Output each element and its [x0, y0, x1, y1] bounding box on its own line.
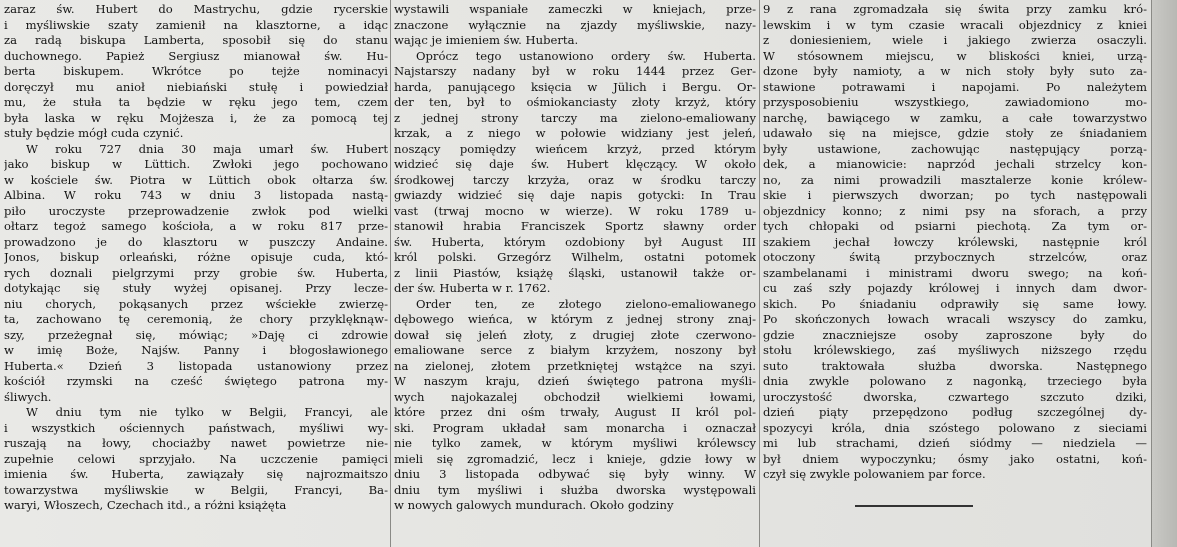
- text-line: dniu 3 listopada odbywać się były winny. W: [394, 467, 756, 481]
- text-line: doręczył mu anioł niebiański stułę i powiedział: [4, 79, 388, 94]
- column-divider: [390, 0, 391, 547]
- text-line: Jonos, biskup orleański, różne opisuje cuda, któ-: [4, 250, 388, 264]
- text-line: śliwych.: [4, 389, 52, 404]
- text-line: stuły będzie mógł cuda czynić.: [4, 126, 184, 140]
- text-line: na zielonej, złotem przetkniętej wstążce na szyi.: [394, 358, 756, 373]
- text-line: W dniu tym nie tylko w Belgii, Francyi, ale: [26, 405, 388, 419]
- text-line: towarzystwa myśliwskie w Belgii, Francyi, Ba-: [4, 482, 388, 497]
- text-line: w imię Boże, Najśw. Panny i błogosławionego: [4, 343, 388, 357]
- text-line: skie i pierwszych dworzan; po tych następowali: [763, 188, 1147, 202]
- text-line: mu, że stuła ta będzie w ręku jego tem, czem: [4, 95, 388, 109]
- text-line: Po skończonych łowach wracali wszyscy do zamku,: [763, 312, 1147, 326]
- text-line: które przez dni ośm trwały, August II król pol-: [394, 405, 756, 419]
- text-line: widzieć się daje św. Hubert klęczący. W około: [394, 157, 756, 171]
- text-line: Oprócz tego ustanowiono ordery św. Huberta.: [416, 48, 756, 63]
- text-line: król polski. Grzegórz Wilhelm, ostatni potomek: [394, 250, 756, 264]
- text-line: vast (trwaj mocno w wierze). W roku 1789 u-: [394, 203, 756, 218]
- text-line: skich. Po śniadaniu odprawiły się same łowy.: [763, 296, 1147, 311]
- paragraph: [4, 2, 388, 142]
- text-line: dotykając się stuły wyżej opisanej. Przy lecze-: [4, 281, 388, 295]
- text-line: dzone były namioty, a w nich stoły były suto za-: [763, 64, 1147, 78]
- text-line: i wszystkich ościennych państwach, myśliwi wy-: [4, 420, 388, 435]
- text-line: udawało się na miejsce, gdzie stoły ze śniadaniem: [763, 126, 1147, 140]
- text-line: W roku 727 dnia 30 maja umarł św. Hubert: [26, 141, 388, 156]
- text-line: zupełnie celowi sprzyjało. Na uczczenie pamięci: [4, 451, 388, 466]
- text-line: narchę, bawiącego w zamku, a całe towarzystwo: [763, 110, 1147, 125]
- text-line: dnia zwykle polowano z nagonką, trzeciego była: [763, 374, 1147, 388]
- text-line: zaraz św. Hubert do Mastrychu, gdzie rycerskie: [4, 2, 388, 16]
- text-line: św. Huberta, którym ozdobiony był August III: [394, 234, 756, 249]
- text-column-2: [394, 2, 756, 514]
- text-line: mi lub strachami, dzień siódmy — niedziela —: [763, 436, 1147, 450]
- text-line: dek, a mianowicie: naprzód jechali strzelcy kon-: [763, 157, 1147, 171]
- paragraph: [4, 142, 388, 406]
- text-line: znaczone wyłącznie na zjazdy myśliwskie, nazy-: [394, 17, 756, 32]
- text-line: suto traktowała służba dworska. Następnego: [763, 358, 1147, 373]
- text-line: ruszają na łowy, chociażby nawet powietrze nie-: [4, 436, 388, 450]
- text-line: w nowych galowych mundurach. Około godziny: [394, 498, 674, 512]
- text-line: lewskim i w tym czasie wracali objezdnicy z kniei: [763, 17, 1147, 32]
- text-line: gdzie znaczniejsze osoby zaproszone były do: [763, 327, 1147, 342]
- text-line: emaliowane serce z białym krzyżem, noszony był: [394, 343, 756, 357]
- text-line: noszący pomiędzy wieńcem krzyż, przed którym: [394, 141, 756, 156]
- text-line: kościół rzymski na cześć świętego patrona my-: [4, 374, 388, 388]
- text-line: były ustawione, zachowując następujący porzą-: [763, 141, 1147, 156]
- text-line: no, za nimi prowadzili masztalerze konie królew-: [763, 172, 1147, 187]
- text-line: der ten, był to ośmiokanciasty złoty krzyż, który: [394, 95, 756, 109]
- text-line: spozycyi króla, dnia szóstego polowano z sieciami: [763, 420, 1147, 435]
- text-line: szambelanami i ministrami dworu swego; na koń-: [763, 265, 1147, 280]
- text-line: tych chłopaki od psiarni piechotą. Za tym or-: [763, 219, 1147, 233]
- paragraph: [394, 49, 756, 297]
- column-divider: [759, 0, 760, 547]
- text-line: rych doznali pielgrzymi przy grobie św. Huberta,: [4, 265, 388, 280]
- text-line: ski. Program układał sam monarcha i oznaczał: [394, 420, 756, 435]
- text-line: Huberta.« Dzień 3 listopada ustanowiony przez: [4, 358, 388, 373]
- page-edge: [1152, 0, 1177, 547]
- text-line: W stósownem miejscu, w bliskości kniei, urzą-: [763, 48, 1147, 63]
- text-line: i myśliwskie szaty zamienił na klasztorne, a idąc: [4, 17, 388, 32]
- text-line: z doniesieniem, wiele i jakiego zwierza osaczyli.: [763, 33, 1147, 47]
- paragraph: [4, 405, 388, 514]
- text-line: przysposobieniu wszystkiego, zawiadomiono mo-: [763, 95, 1147, 109]
- text-line: dniu tym myśliwi i służba dworska występowali: [394, 482, 756, 497]
- text-line: piło uroczyste przeprowadzenie zwłok pod wielki: [4, 203, 388, 218]
- text-line: objezdnicy konno; z nimi psy na sforach, a przy: [763, 203, 1147, 218]
- text-line: waryi, Włoszech, Czechach itd., a różni książęta: [4, 498, 287, 512]
- text-line: wystawili wspaniałe zameczki w kniejach, prze-: [394, 2, 756, 16]
- text-line: z linii Piastów, książę śląski, ustanowił także or-: [394, 265, 756, 280]
- text-line: Albina. W roku 743 w dniu 3 listopada nastą-: [4, 188, 388, 202]
- text-line: wając je imieniem św. Huberta.: [394, 33, 579, 47]
- paragraph: [763, 2, 1147, 483]
- text-line: 9 z rana zgromadzała się świta przy zamku kró-: [763, 2, 1147, 16]
- text-line: stawione potrawami i napojami. Po należytem: [763, 79, 1147, 94]
- text-line: W naszym kraju, dzień świętego patrona myśli-: [394, 374, 756, 388]
- text-line: czył się zwykle polowaniem par force.: [763, 467, 986, 481]
- text-line: uroczystość dworska, czwartego szczuto dziki,: [763, 389, 1147, 404]
- text-line: berta biskupem. Wkrótce po tejże nominacyi: [4, 64, 388, 78]
- text-line: była laska w ręku Mojżesza i, że za pomocą tej: [4, 110, 388, 125]
- text-line: ta, zachowano tę ceremonią, że chory przyklęknąw-: [4, 312, 388, 326]
- text-line: otoczony świtą przybocznych strzelców, oraz: [763, 250, 1147, 264]
- text-line: był dniem wypoczynku; ósmy jako ostatni, koń-: [763, 451, 1147, 466]
- text-line: harda, panującego księcia w Jülich i Bergu. Or-: [394, 79, 756, 94]
- text-column-3: [763, 2, 1147, 483]
- text-line: wych najokazalej obchodził wielkiemi łowami,: [394, 389, 756, 404]
- text-line: Order ten, ze złotego zielono-emaliowanego: [416, 296, 756, 311]
- text-line: z jednej strony tarczy ma zielono-emaliowany: [394, 110, 756, 125]
- text-line: szy, przeżegnał się, mówiąc; »Daję ci zdrowie: [4, 327, 388, 342]
- text-line: cu zaś szły pojazdy królowej i innych dam dwor-: [763, 281, 1147, 295]
- text-line: stołu królewskiego, zaś myśliwych niższego rzędu: [763, 343, 1147, 357]
- text-line: krzak, a z niego w połowie widziany jest jeleń,: [394, 126, 756, 140]
- text-line: jako biskup w Lüttich. Zwłoki jego pochowano: [4, 157, 388, 171]
- text-line: prowadzono je do klasztoru w puszczy Andaine.: [4, 234, 388, 249]
- text-line: der św. Huberta w r. 1762.: [394, 281, 551, 295]
- text-line: w kościele św. Piotra w Lüttich obok ołtarza św.: [4, 172, 388, 187]
- text-column-1: [4, 2, 388, 514]
- text-line: dębowego wieńca, w którym z jednej strony znaj-: [394, 312, 756, 326]
- paragraph: [394, 297, 756, 514]
- text-line: Najstarszy nadany był w roku 1444 przez Ger-: [394, 64, 756, 78]
- text-line: nie tylko zamek, w którym myśliwi królewscy: [394, 436, 756, 450]
- text-line: niu chorych, pokąsanych przez wściekłe zwierzę-: [4, 296, 388, 311]
- text-line: szakiem jechał łowczy królewski, następnie król: [763, 234, 1147, 249]
- paragraph: [394, 2, 756, 49]
- text-line: duchownego. Papież Sergiusz mianował św. Hu-: [4, 48, 388, 63]
- text-line: gwiazdy widzieć się daje napis gotycki: In Trau: [394, 188, 756, 202]
- text-line: za radą biskupa Lamberta, sposobił się do stanu: [4, 33, 388, 47]
- text-line: dzień piąty przepędzono podług szczególnej dy-: [763, 405, 1147, 419]
- article-end-rule: [855, 505, 973, 507]
- text-line: mieli się zgromadzić, lecz i knieje, gdzie łowy w: [394, 451, 756, 466]
- text-line: ołtarz tegoż samego kościoła, a w roku 817 prze-: [4, 219, 388, 233]
- text-line: imienia św. Huberta, zawiązały się najrozmaitszo: [4, 467, 388, 481]
- text-line: środkowej tarczy krzyża, oraz w środku tarczy: [394, 172, 756, 187]
- text-line: stanowił hrabia Franciszek Sportz sławny order: [394, 219, 756, 233]
- text-line: dował się jeleń złoty, z drugiej złote czerwono-: [394, 327, 756, 342]
